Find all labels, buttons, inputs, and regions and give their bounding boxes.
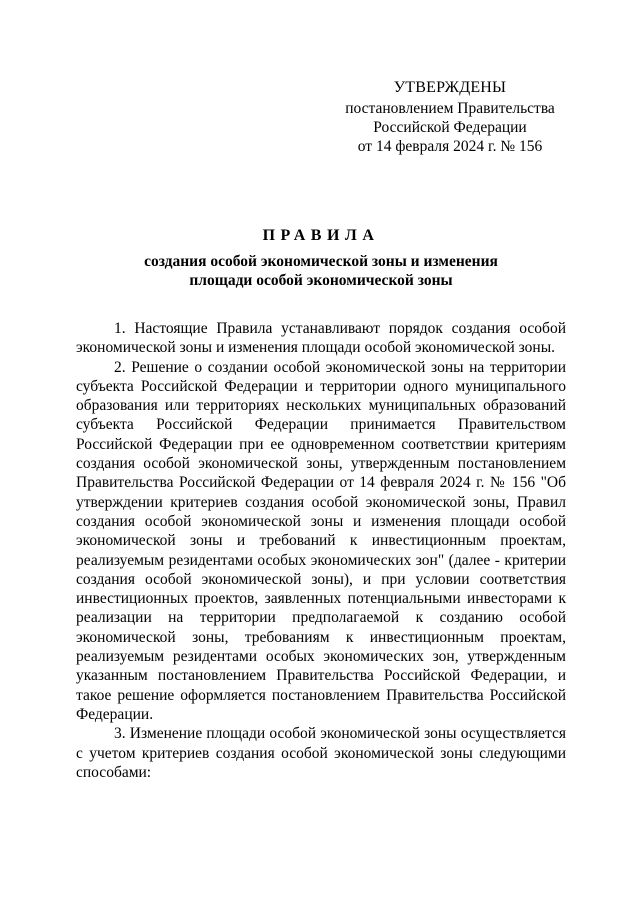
paragraph-1: 1. Настоящие Правила устанавливают порядок создания особой экономической зоны и изменения площади особой экономической зоны. <box>76 320 566 357</box>
subtitle-line-1: создания особой экономической зоны и изменения <box>144 253 498 270</box>
document-body <box>76 319 566 782</box>
approval-line-3: от 14 февраля 2024 г. № 156 <box>357 138 543 155</box>
subtitle-line-2: площади особой экономической зоны <box>189 272 453 289</box>
paragraph-3: 3. Изменение площади особой экономической зоны осуществляется с учетом критериев создания особой экономической зоны следующими способами: <box>76 725 566 781</box>
document-subtitle <box>76 252 566 290</box>
document-title: ПРАВИЛА <box>262 227 380 244</box>
title-block <box>76 226 566 290</box>
paragraph-2: 2. Решение о создании особой экономической зоны на территории субъекта Российской Федерации и территории одного муниципального образования или территориях нескольких муниципальных образований субъекта Российской Федерации принимается Правительством Российской Федерации при ее одновременном соответствии критериям создания особой экономической зоны, утвержденным постановлением Правительства Российской Федерации от 14 февраля 2024 г. № 156 "Об утверждении критериев создания особой экономической зоны, Правил создания особой экономической зоны и изменения площади особой экономической зоны и требований к инвестиционным проектам, реализуемым резидентами особых экономических зон" (далее - критерии создания особой экономической зоны), и при условии соответствия инвестиционных проектов, заявленных потенциальными инвесторами к реализации на территории предполагаемой к созданию особой экономической зоны, требованиям к инвестиционным проектам, реализуемым резидентами особых экономических зон, утвержденным указанным постановлением Правительства Российской Федерации, и такое решение оформляется постановлением Правительства Российской Федерации. <box>76 358 566 723</box>
approved-heading: УТВЕРЖДЕНЫ <box>393 79 507 96</box>
approval-line-1: постановлением Правительства <box>345 100 555 117</box>
approval-line-2: Российской Федерации <box>373 119 527 136</box>
approval-stamp <box>340 78 560 156</box>
